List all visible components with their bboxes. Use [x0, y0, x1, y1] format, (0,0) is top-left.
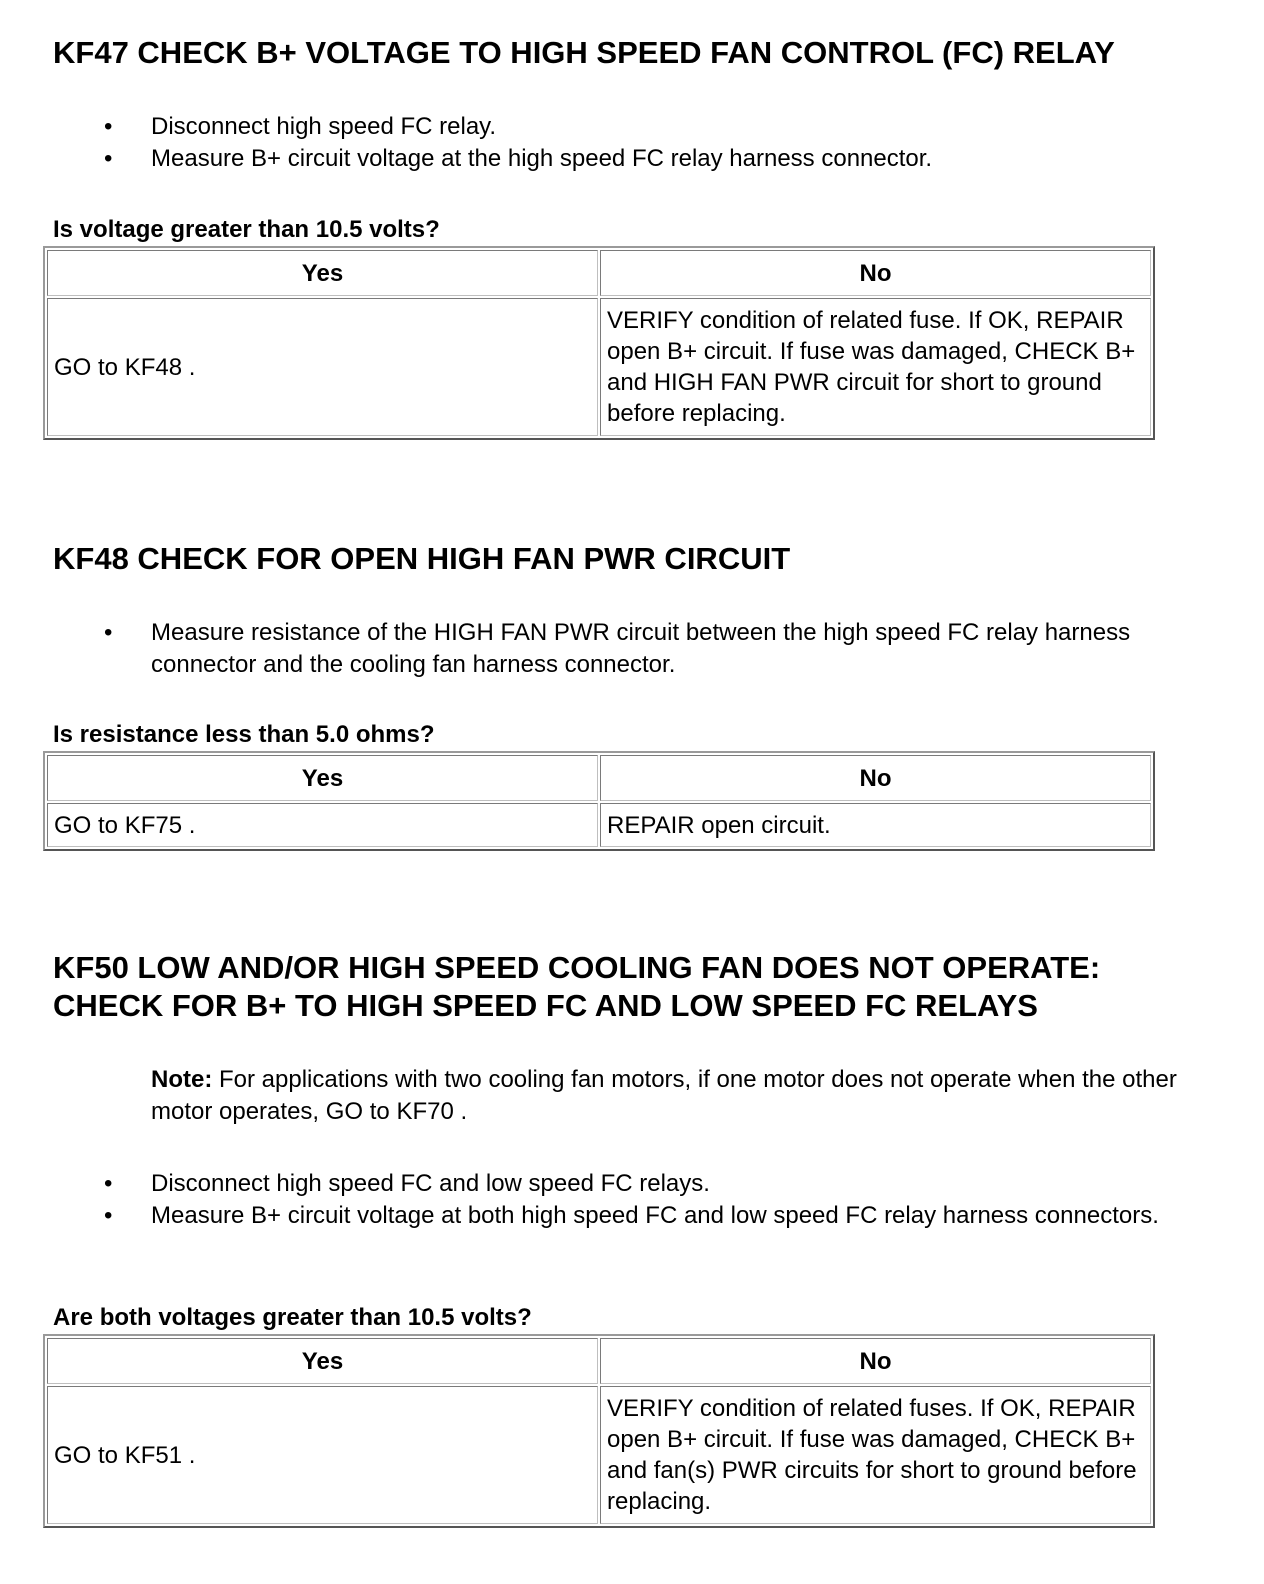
bullet-icon: • — [104, 1170, 113, 1197]
list-item — [0, 111, 1211, 143]
bullet-icon: • — [104, 1202, 113, 1229]
no-action: VERIFY condition of related fuses. If OK, REPAIR open B+ circuit. If fuse was damaged, CHECK B+ and fan(s) PWR circuits for short to ground before replacing. — [600, 1386, 1151, 1524]
note-label: Note: — [151, 1066, 213, 1093]
no-header: No — [600, 250, 1151, 296]
no-header: No — [600, 1338, 1151, 1384]
kf50-result-table — [43, 1334, 1155, 1528]
note-text: For applications with two cooling fan motors, if one motor does not operate when the other motor operates, GO to KF70 . — [151, 1066, 1177, 1125]
yes-action: GO to KF51 . — [47, 1386, 598, 1524]
no-header: No — [600, 755, 1151, 801]
table-row — [47, 803, 1151, 847]
bullet-icon: • — [104, 619, 113, 646]
kf50-question: Are both voltages greater than 10.5 volts? — [53, 1304, 532, 1331]
kf50-heading-line1: KF50 LOW AND/OR HIGH SPEED COOLING FAN DOES NOT OPERATE: — [53, 950, 1101, 985]
kf50-note — [151, 1064, 1226, 1128]
step-text: Measure resistance of the HIGH FAN PWR circuit between the high speed FC relay harness connector and the cooling fan harness connector. — [151, 619, 1131, 678]
yes-action: GO to KF75 . — [47, 803, 598, 847]
table-header-row — [47, 1338, 1151, 1384]
no-action: VERIFY condition of related fuse. If OK, REPAIR open B+ circuit. If fuse was damaged, CHECK B+ and HIGH FAN PWR circuit for short to ground before replacing. — [600, 298, 1151, 436]
yes-header: Yes — [47, 250, 598, 296]
kf48-question: Is resistance less than 5.0 ohms? — [53, 721, 435, 748]
kf50-steps — [0, 1168, 1211, 1232]
table-header-row — [47, 755, 1151, 801]
kf48-heading: KF48 CHECK FOR OPEN HIGH FAN PWR CIRCUIT — [53, 541, 791, 576]
yes-header: Yes — [47, 755, 598, 801]
list-item — [0, 1168, 1211, 1200]
list-item — [0, 143, 1211, 175]
table-row — [47, 1386, 1151, 1524]
step-text: Disconnect high speed FC and low speed FC relays. — [151, 1170, 710, 1197]
no-action: REPAIR open circuit. — [600, 803, 1151, 847]
step-text: Measure B+ circuit voltage at both high speed FC and low speed FC relay harness connectors. — [151, 1202, 1159, 1229]
kf50-heading-line2: CHECK FOR B+ TO HIGH SPEED FC AND LOW SPEED FC RELAYS — [53, 988, 1038, 1023]
kf47-steps — [0, 111, 1211, 175]
yes-header: Yes — [47, 1338, 598, 1384]
kf47-result-table — [43, 246, 1155, 440]
kf48-result-table — [43, 751, 1155, 851]
list-item — [0, 617, 1211, 681]
step-text: Measure B+ circuit voltage at the high speed FC relay harness connector. — [151, 145, 933, 172]
list-item — [0, 1200, 1211, 1232]
kf48-steps — [0, 617, 1211, 681]
kf50-heading — [53, 949, 1100, 1025]
bullet-icon: • — [104, 145, 113, 172]
kf47-heading: KF47 CHECK B+ VOLTAGE TO HIGH SPEED FAN CONTROL (FC) RELAY — [53, 35, 1115, 70]
table-header-row — [47, 250, 1151, 296]
table-row — [47, 298, 1151, 436]
yes-action: GO to KF48 . — [47, 298, 598, 436]
bullet-icon: • — [104, 113, 113, 140]
kf47-question: Is voltage greater than 10.5 volts? — [53, 216, 440, 243]
step-text: Disconnect high speed FC relay. — [151, 113, 497, 140]
